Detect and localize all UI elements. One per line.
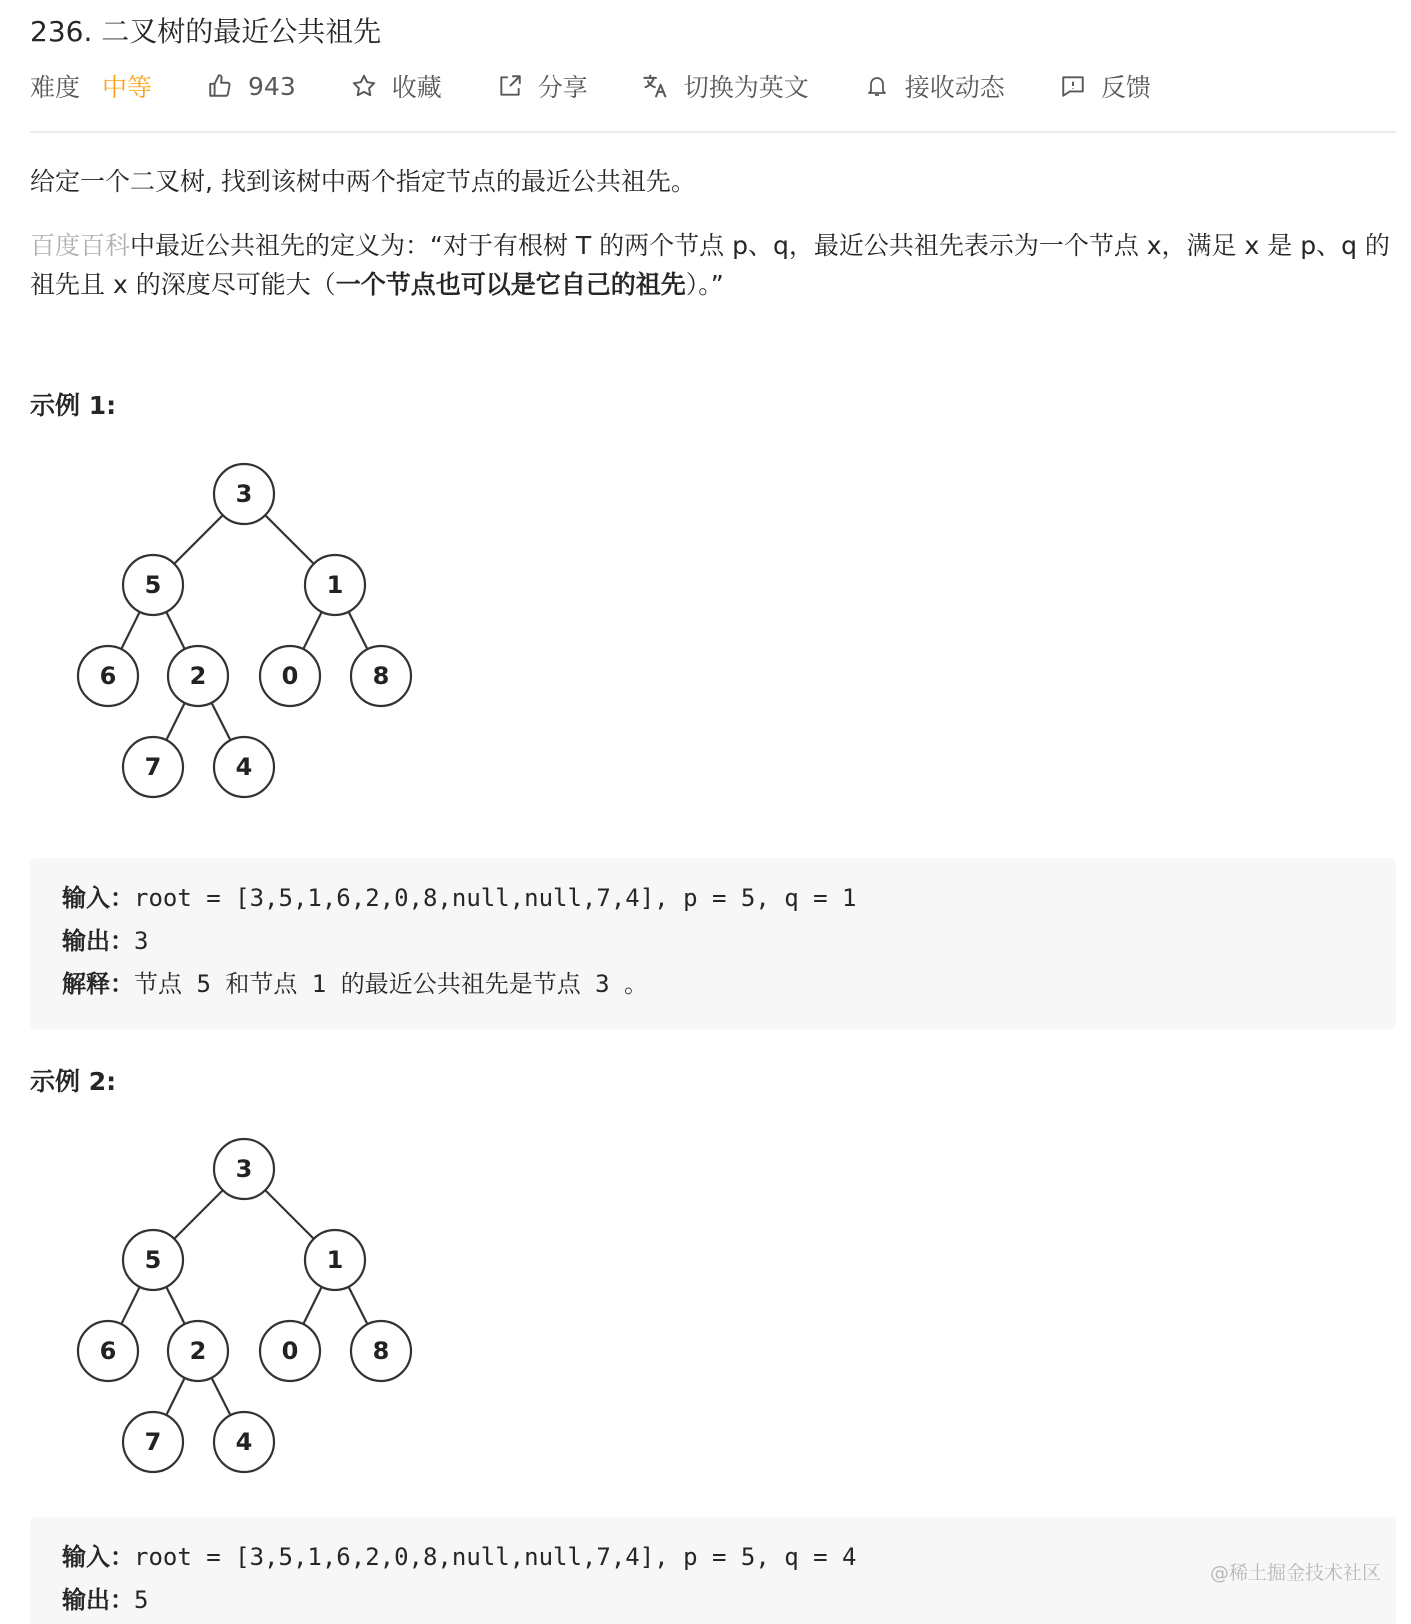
share-button[interactable] — [496, 68, 588, 104]
tree-node — [78, 1321, 138, 1381]
output-label: 输出： — [62, 927, 134, 955]
tree-node — [168, 1321, 228, 1381]
difficulty-label: 难度 — [30, 73, 81, 102]
example-1-codeblock — [30, 858, 1396, 1029]
tree-node — [214, 737, 274, 797]
lca-definition — [30, 226, 1396, 304]
definition-text-end: ）。” — [685, 270, 724, 299]
problem-description: 给定一个二叉树, 找到该树中两个指定节点的最近公共祖先。 — [30, 167, 696, 196]
like-count: 943 — [248, 71, 296, 101]
tree-node — [168, 646, 228, 706]
definition-bold-text: 一个节点也可以是它自己的祖先 — [335, 270, 686, 299]
example-1-tree-diagram — [68, 458, 413, 808]
tree-node-label: 1 — [326, 571, 344, 599]
watermark: @稀土掘金技术社区 — [1210, 1562, 1382, 1584]
example-1-output-line — [62, 921, 148, 956]
input-value: root = [3,5,1,6,2,0,8,null,null,7,4], p = 5, q = 4 — [134, 1543, 857, 1571]
input-label: 输入： — [62, 1543, 134, 1571]
tree-node — [214, 1412, 274, 1472]
tree-node-label: 6 — [99, 1337, 117, 1365]
translate-icon — [642, 72, 670, 100]
baidu-baike-link[interactable]: 百度百科 — [30, 231, 131, 260]
tree-node-label: 4 — [235, 753, 253, 781]
tree-node — [123, 1230, 183, 1290]
tree-node — [123, 737, 183, 797]
tree-node — [351, 646, 411, 706]
tree-node-label: 7 — [144, 753, 162, 781]
tree-node-label: 6 — [99, 662, 117, 690]
tree-node-label: 8 — [372, 662, 390, 690]
star-icon — [350, 72, 378, 100]
example-2-input-line — [62, 1537, 856, 1572]
tree-node — [123, 1412, 183, 1472]
tree-node-label: 5 — [144, 1246, 162, 1274]
tree-node-label: 3 — [235, 1155, 253, 1183]
feedback-icon — [1059, 72, 1087, 100]
favorite-button[interactable] — [350, 68, 442, 104]
example-2-title: 示例 2: — [30, 1067, 117, 1096]
like-button[interactable] — [206, 72, 296, 101]
tree-node — [214, 1139, 274, 1199]
tree-node — [123, 555, 183, 615]
translate-button[interactable] — [642, 68, 809, 104]
example-1-explain-line — [62, 964, 648, 999]
feedback-label: 反馈 — [1100, 73, 1151, 102]
share-icon — [496, 72, 524, 100]
example-2-output-line — [62, 1580, 148, 1615]
bell-icon — [863, 72, 891, 100]
example-2-tree-diagram — [68, 1133, 413, 1483]
tree-node — [260, 1321, 320, 1381]
feedback-button[interactable] — [1059, 68, 1151, 104]
tree-node-label: 8 — [372, 1337, 390, 1365]
tree-node-label: 5 — [144, 571, 162, 599]
tree-node-label: 7 — [144, 1428, 162, 1456]
notify-label: 接收动态 — [904, 73, 1005, 102]
input-label: 输入： — [62, 884, 134, 912]
tree-node-label: 3 — [235, 480, 253, 508]
translate-label: 切换为英文 — [683, 73, 809, 102]
tree-edges — [108, 1169, 381, 1442]
tree-node — [260, 646, 320, 706]
share-label: 分享 — [537, 73, 588, 102]
explain-label: 解释： — [62, 970, 134, 998]
tree-node-label: 0 — [281, 662, 299, 690]
example-2-codeblock — [30, 1517, 1396, 1624]
example-1-input-line — [62, 878, 856, 913]
tree-node-label: 0 — [281, 1337, 299, 1365]
header-divider — [30, 131, 1396, 133]
tree-edges — [108, 494, 381, 767]
definition-text: 中最近公共祖先的定义为：“对于有根树 T 的两个节点 p、q，最近公共祖先表示为一个节点 x，满足 x 是 p、q 的祖先且 x 的深度尽可能大（ — [30, 231, 1390, 299]
explain-value: 节点 5 和节点 1 的最近公共祖先是节点 3 。 — [134, 970, 649, 998]
problem-title: 236. 二叉树的最近公共祖先 — [30, 15, 382, 48]
tree-node-label: 2 — [189, 662, 207, 690]
output-value: 3 — [134, 927, 149, 955]
tree-node — [305, 555, 365, 615]
tree-node-label: 4 — [235, 1428, 253, 1456]
thumbs-up-icon — [206, 72, 234, 100]
output-label: 输出： — [62, 1586, 134, 1614]
notify-button[interactable] — [863, 68, 1005, 104]
tree-node-label: 2 — [189, 1337, 207, 1365]
tree-node — [78, 646, 138, 706]
problem-meta-toolbar — [30, 66, 1205, 106]
output-value: 5 — [134, 1586, 149, 1614]
tree-node — [305, 1230, 365, 1290]
tree-node-label: 1 — [326, 1246, 344, 1274]
tree-node — [214, 464, 274, 524]
example-1-title: 示例 1: — [30, 391, 117, 420]
difficulty-badge: 中等 — [102, 73, 153, 102]
favorite-label: 收藏 — [391, 73, 442, 102]
tree-node — [351, 1321, 411, 1381]
input-value: root = [3,5,1,6,2,0,8,null,null,7,4], p = 5, q = 1 — [134, 884, 857, 912]
